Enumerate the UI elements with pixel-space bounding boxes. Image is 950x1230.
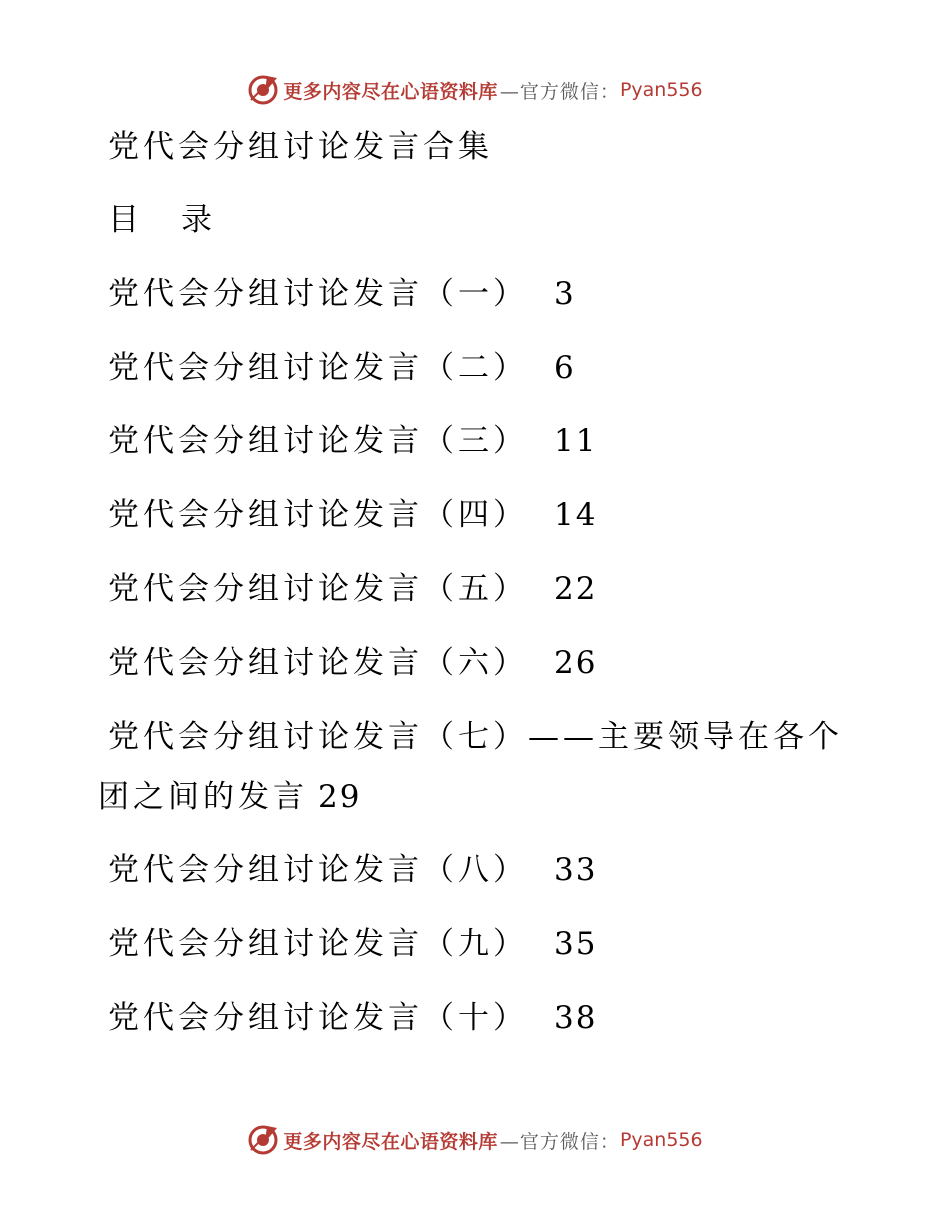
toc-entry-label-cont: 团之间的发言 <box>98 779 308 815</box>
toc-entry-page: 22 <box>554 571 598 607</box>
toc-entry-label: 党代会分组讨论发言（十） <box>108 1000 528 1036</box>
toc-entry-label: 党代会分组讨论发言（五） <box>108 571 528 607</box>
toc-entry-label: 党代会分组讨论发言（九） <box>108 926 528 962</box>
toc-entry-page: 11 <box>554 423 598 459</box>
toc-entry-label: 党代会分组讨论发言（四） <box>108 497 528 533</box>
toc-entry[interactable] <box>108 421 597 461</box>
header-watermark <box>0 70 950 110</box>
watermark-account: Pyan556 <box>619 79 703 101</box>
toc-entry-page: 26 <box>554 645 598 681</box>
toc-entry-label: 党代会分组讨论发言（七）——主要领导在各个 <box>108 719 843 755</box>
watermark-separator: —官方微信： <box>499 80 620 103</box>
watermark-account: Pyan556 <box>619 1129 703 1151</box>
toc-entry-label: 党代会分组讨论发言（八） <box>108 852 528 888</box>
toc-entry[interactable] <box>108 274 576 314</box>
toc-entry-label: 党代会分组讨论发言（三） <box>108 423 528 459</box>
toc-entry[interactable] <box>108 717 843 757</box>
watermark-brand: 更多内容尽在心语资料库 <box>283 80 498 103</box>
toc-entry[interactable] <box>108 348 576 388</box>
toc-entry[interactable] <box>108 924 597 964</box>
toc-entry-page: 38 <box>554 1000 598 1036</box>
watermark-separator: —官方微信： <box>499 1130 620 1153</box>
toc-heading-part2: 录 <box>181 202 216 238</box>
toc-entry-label: 党代会分组讨论发言（一） <box>108 276 528 312</box>
toc-entry-page: 33 <box>554 852 598 888</box>
toc-entry-page: 6 <box>554 350 576 386</box>
watermark-brand: 更多内容尽在心语资料库 <box>283 1130 498 1153</box>
toc-entry[interactable] <box>108 643 597 683</box>
footer-watermark <box>0 1120 950 1160</box>
toc-entry-page: 29 <box>318 779 362 815</box>
document-title: 党代会分组讨论发言合集 <box>108 129 493 165</box>
toc-entry[interactable] <box>108 850 597 890</box>
quill-seal-icon <box>247 1124 279 1156</box>
toc-entry[interactable] <box>108 495 597 535</box>
toc-entry-page: 14 <box>554 497 598 533</box>
quill-seal-icon <box>247 74 279 106</box>
toc-entry-label: 党代会分组讨论发言（二） <box>108 350 528 386</box>
toc-entry-label: 党代会分组讨论发言（六） <box>108 645 528 681</box>
toc-entry[interactable] <box>108 998 597 1038</box>
toc-heading-part1: 目 <box>108 202 143 238</box>
toc-entry-continuation[interactable] <box>98 777 361 817</box>
toc-entry[interactable] <box>108 569 597 609</box>
toc-entry-page: 35 <box>554 926 598 962</box>
toc-heading <box>108 200 216 240</box>
toc-entry-page: 3 <box>554 276 576 312</box>
